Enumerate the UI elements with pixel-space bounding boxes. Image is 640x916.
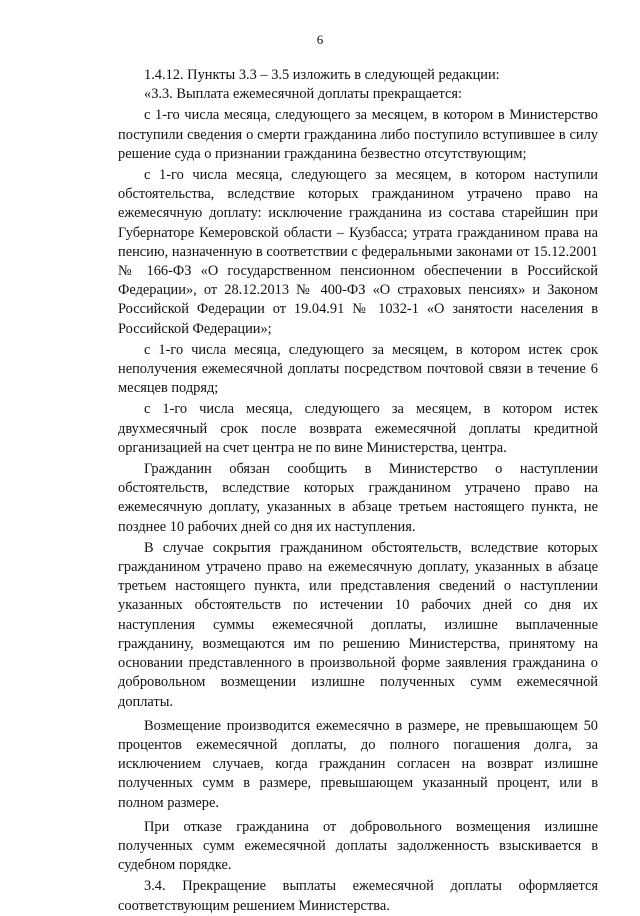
concealment-paragraph: В случае сокрытия гражданином обстоятельств, вследствие которых гражданином утрачено право на ежемесячную доплату, указанных в абзаце третьем настоящего пункта, или представления сведений о наступлении указанных обстоятельств по истечении 10 рабочих дней со дня их наступления суммы ежемесячной доплаты, излишне выплаченные гражданину, возмещаются им по решению Министерства, принятому на основании представленного в произвольной форме заявления гражданина о добровольном возмещении излишне полученных сумм ежемесячной доплаты. (118, 539, 598, 710)
termination-loss-of-right-paragraph: с 1-го числа месяца, следующего за месяцем, в котором наступили обстоятельства, вследствие которых гражданином утрачено право на ежемесячную доплату: исключение гражданина из состава старейшин при Губернаторе Кемеровской области – Кузбасса; утрата гражданином права на пенсию, назначенную в соответствии с федеральными законами от 15.12.2001 № 166-ФЗ «О государственном пенсионном обеспечении в Российской Федерации», от 28.12.2013 № 400-ФЗ «О страховых пенсиях» и Законом Российской Федерации от 19.04.91 № 1032-1 «О занятости населения в Российской Федерации»; (118, 167, 598, 337)
page-number: 6 (316, 32, 324, 47)
amendment-heading: 1.4.12. Пункты 3.3 – 3.5 изложить в следующей редакции: (144, 67, 500, 83)
citizen-obligation-paragraph: Гражданин обязан сообщить в Министерство о наступлении обстоятельств, вследствие которых гражданином утрачено право на ежемесячную доплату, указанных в абзаце третьем настоящего пункта, не позднее 10 рабочих дней со дня их наступления. (118, 461, 598, 535)
clause-3-3-intro: «3.3. Выплата ежемесячной доплаты прекращается: (144, 86, 462, 103)
refusal-paragraph: При отказе гражданина от добровольного возмещения излишне полученных сумм ежемесячной доплаты задолженность взыскивается в судебном порядке. (118, 818, 598, 874)
termination-non-receipt-paragraph: с 1-го числа месяца, следующего за месяцем, в котором истек срок неполучения ежемесячной доплаты посредством почтовой связи в течение 6 месяцев подряд; (118, 341, 598, 397)
document-body (118, 66, 598, 916)
reimbursement-paragraph: Возмещение производится ежемесячно в размере, не превышающем 50 процентов ежемесячной доплаты, до полного погашения долга, за исключением случаев, когда гражданин согласен на возврат излишне полученных сумм в размере, превышающем указанный процент, или в полном размере. (118, 717, 598, 811)
termination-return-paragraph: с 1-го числа месяца, следующего за месяцем, в котором истек двухмесячный срок после возврата ежемесячной доплаты кредитной организацией на счет центра не по вине Министерства, центра. (118, 401, 598, 456)
termination-death-paragraph: с 1-го числа месяца, следующего за месяцем, в котором в Министерство поступили сведения о смерти гражданина либо поступило вступившее в силу решение суда о признании гражданина безвестно отсутствующим; (118, 107, 598, 162)
clause-3-4-paragraph: 3.4. Прекращение выплаты ежемесячной доплаты оформляется соответствующим решением Министерства. (118, 878, 598, 914)
